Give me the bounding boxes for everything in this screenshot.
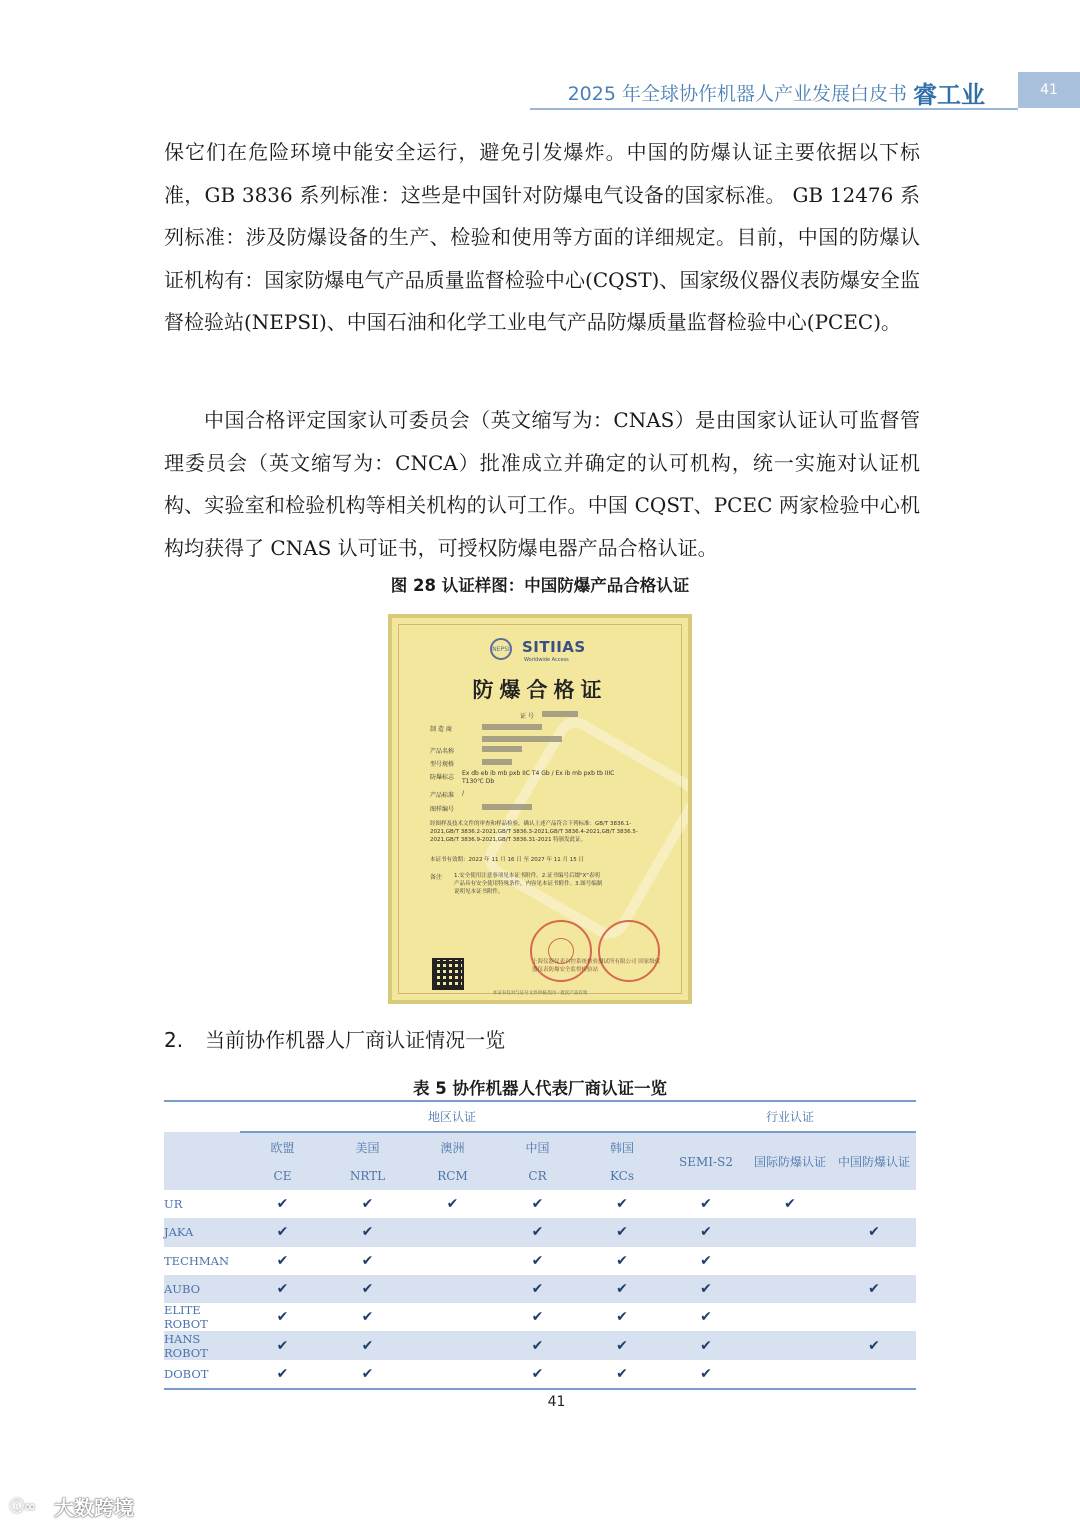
check-mark-icon: ✔ (276, 1252, 289, 1269)
cert-cell (580, 1360, 664, 1389)
cert-cell (832, 1303, 916, 1331)
header-page-box: 41 (1018, 72, 1080, 108)
cert-cell (748, 1360, 832, 1389)
table-group-header-row (164, 1101, 916, 1132)
certificate-image (388, 614, 692, 1004)
check-mark-icon: ✔ (361, 1309, 374, 1326)
cert-cell (325, 1190, 410, 1218)
vendor-name: TECHMAN (164, 1253, 230, 1268)
cert-cell (832, 1247, 916, 1275)
check-mark-icon: ✔ (868, 1224, 880, 1241)
check-mark-icon: ✔ (531, 1196, 544, 1213)
check-mark-icon: ✔ (531, 1365, 544, 1382)
certification-table (164, 1100, 916, 1390)
cert-cell (325, 1331, 410, 1359)
certificate-issuer: 上海仪器仪表自控系统检验测试所有限公司 国家级仪器仪表防爆安全监督检验站 (532, 959, 661, 973)
cert-cell (240, 1247, 325, 1275)
cert-cell (240, 1275, 325, 1303)
col-subheader-ce: CE (240, 1162, 325, 1190)
cert-cell (240, 1331, 325, 1359)
certificate-logo: SITIIAS (522, 638, 586, 656)
check-mark-icon: ✔ (276, 1337, 289, 1354)
cert-cell (748, 1247, 832, 1275)
cert-cell (410, 1331, 495, 1359)
paragraph-cnas: 中国合格评定国家认可委员会（英文缩写为：CNAS）是由国家认证认可监督管理委员会（英文缩写为：CNCA）批准成立并确定的认可机构，统一实施对认证机构、实验室和检验机构等相关机构的认可工作。中国 CQST、PCEC 两家检验中心机构均获得了 CNAS 认可证书，可授权防爆电器产品合格认证。 (164, 408, 920, 560)
table-row (164, 1360, 916, 1389)
col-header-au: 澳洲 (410, 1132, 495, 1162)
check-mark-icon: ✔ (700, 1337, 712, 1354)
paragraph-explosion-proof: 保它们在危险环境中能安全运行，避免引发爆炸。中国的防爆认证主要依据以下标准，GB 3836 系列标准：这些是中国针对防爆电气设备的国家标准。 GB 12476 系列标准：涉及防爆设备的生产、检验和使用等方面的详细规定。目前，中国的防爆认证机构有：国家防爆电气产品质量监督检验中心(CQST)、国家级仪器仪表防爆安全监督检验站(NEPSI)、中国石油和化学工业电气产品防爆质量监督检验中心(PCEC)。 (164, 140, 920, 334)
check-mark-icon: ✔ (446, 1196, 459, 1213)
cert-cell (580, 1247, 664, 1275)
figure-caption: 图 28 认证样图：中国防爆产品合格认证 (390, 576, 690, 595)
table-row (164, 1331, 916, 1359)
cert-cell (748, 1275, 832, 1303)
cert-cell (325, 1247, 410, 1275)
cert-row-label: 制 造 商 (430, 726, 452, 733)
check-mark-icon: ✔ (361, 1224, 374, 1241)
cert-cell (580, 1275, 664, 1303)
cert-cell (495, 1331, 580, 1359)
certificate-validity: 本证书有效期：2022 年 11 月 16 日 至 2027 年 11 月 15 日 (430, 857, 584, 863)
cert-cell (832, 1190, 916, 1218)
check-mark-icon: ✔ (361, 1196, 374, 1213)
cert-cell (748, 1303, 832, 1331)
cert-cell (410, 1190, 495, 1218)
cert-cell (832, 1275, 916, 1303)
check-mark-icon: ✔ (616, 1337, 628, 1354)
redacted-model (482, 759, 512, 765)
cert-cell (495, 1275, 580, 1303)
cert-cell (410, 1218, 495, 1246)
check-mark-icon: ✔ (700, 1196, 712, 1213)
redacted-address (482, 736, 562, 742)
check-mark-icon: ✔ (531, 1224, 544, 1241)
table-caption: 表 5 协作机器人代表厂商认证一览 (413, 1079, 667, 1098)
cert-cell (748, 1190, 832, 1218)
cert-cell (664, 1275, 748, 1303)
cert-cell (325, 1360, 410, 1389)
cert-cell (410, 1275, 495, 1303)
cert-cell (495, 1218, 580, 1246)
check-mark-icon: ✔ (361, 1365, 374, 1382)
check-mark-icon: ✔ (616, 1224, 628, 1241)
check-mark-icon: ✔ (700, 1365, 712, 1382)
cert-cell (240, 1360, 325, 1389)
certificate-number-label: 证 号 (520, 713, 534, 720)
table-row (164, 1275, 916, 1303)
check-mark-icon: ✔ (868, 1337, 880, 1354)
vendor-name: DOBOT (164, 1360, 240, 1389)
cert-cell (495, 1247, 580, 1275)
check-mark-icon: ✔ (276, 1196, 289, 1213)
table-row (164, 1303, 916, 1331)
table-row (164, 1247, 916, 1275)
check-mark-icon: ✔ (616, 1196, 628, 1213)
redacted-drawing (482, 804, 532, 810)
col-header-us: 美国 (325, 1132, 410, 1162)
certificate-remarks-label: 备注 (430, 874, 443, 881)
nepsi-logo-icon: NEPSI (490, 638, 512, 660)
redacted-manufacturer (482, 724, 542, 730)
cert-cell (664, 1331, 748, 1359)
col-header-semi: SEMI-S2 (664, 1132, 748, 1190)
cert-cell (325, 1303, 410, 1331)
cert-cell (325, 1275, 410, 1303)
cert-cell (495, 1303, 580, 1331)
check-mark-icon: ✔ (276, 1281, 289, 1298)
cert-row-value: Ex db eb ib mb pxb IIC T4 Gb / Ex ib mb pxb tb IIIC T130℃ Db (462, 770, 615, 785)
check-mark-icon: ✔ (784, 1196, 796, 1213)
check-mark-icon: ✔ (616, 1252, 628, 1269)
check-mark-icon: ✔ (276, 1224, 289, 1241)
check-mark-icon: ✔ (700, 1252, 712, 1269)
check-mark-icon: ✔ (531, 1309, 544, 1326)
certificate-footer: 本证书仅对与证号文件审核及同一批次产品有效 (492, 991, 588, 996)
check-mark-icon: ✔ (700, 1281, 712, 1298)
certificate-remarks: 1.安全使用注意事项见本证书附件。2.证书编号后缀"X"表明产品具有安全使用特殊条件，内容见本证书附件。3.图号编制说明见本证书附件。 (454, 873, 603, 895)
cert-row-label: 产品标准 (430, 792, 455, 799)
cert-row-label: 产品名称 (430, 748, 455, 755)
running-header (480, 74, 985, 110)
vendor-name: JAKA (164, 1218, 240, 1246)
check-mark-icon: ✔ (868, 1281, 880, 1298)
cert-cell (664, 1303, 748, 1331)
table-row (164, 1218, 916, 1246)
col-header-cn: 中国 (495, 1132, 580, 1162)
header-title: 2025 年全球协作机器人产业发展白皮书 (567, 82, 907, 105)
check-mark-icon: ✔ (276, 1365, 289, 1382)
cert-cell (240, 1190, 325, 1218)
cert-cell (495, 1360, 580, 1389)
vendor-name: AUBO (164, 1275, 240, 1303)
section-title: 当前协作机器人厂商认证情况一览 (205, 1028, 506, 1052)
cert-cell (410, 1360, 495, 1389)
cert-cell (580, 1218, 664, 1246)
check-mark-icon: ✔ (700, 1309, 712, 1326)
cert-cell (748, 1331, 832, 1359)
table-body (164, 1190, 916, 1389)
col-header-cn-ex: 中国防爆认证 (832, 1132, 916, 1190)
cert-row-label: 图样编号 (430, 806, 455, 813)
cert-cell (664, 1190, 748, 1218)
page-number: 41 (547, 1394, 566, 1410)
col-header-kr: 韩国 (580, 1132, 664, 1162)
check-mark-icon: ✔ (531, 1337, 544, 1354)
check-mark-icon: ✔ (531, 1252, 544, 1269)
col-subheader-nrtl: NRTL (325, 1162, 410, 1190)
cert-cell (580, 1303, 664, 1331)
watermark (10, 1492, 134, 1521)
table-header-row (164, 1132, 916, 1162)
check-mark-icon: ✔ (616, 1309, 628, 1326)
check-mark-icon: ✔ (361, 1337, 374, 1354)
cert-row-value: / (462, 790, 465, 797)
group-header-industry: 行业认证 (664, 1101, 916, 1132)
col-header-eu: 欧盟 (240, 1132, 325, 1162)
cert-cell (664, 1247, 748, 1275)
cert-cell (325, 1218, 410, 1246)
redacted-number (542, 711, 578, 717)
cert-cell (748, 1218, 832, 1246)
check-mark-icon: ✔ (616, 1365, 628, 1382)
col-subheader-rcm: RCM (410, 1162, 495, 1190)
check-mark-icon: ✔ (276, 1309, 289, 1326)
col-subheader-cr: CR (495, 1162, 580, 1190)
watermark-logo-icon: ⓘ∞ (10, 1498, 36, 1515)
header-rule (530, 108, 1018, 110)
cert-cell (832, 1360, 916, 1389)
table-row (164, 1190, 916, 1218)
section-number: 2. (164, 1028, 184, 1052)
cert-cell (580, 1331, 664, 1359)
check-mark-icon: ✔ (361, 1252, 374, 1269)
vendor-name: HANS ROBOT (164, 1331, 240, 1359)
certificate-logo-sub: Worldwide Access (524, 657, 569, 663)
certificate-body: 经图样及技术文件的审查和样品检验，确认上述产品符合下列标准：GB/T 3836.1-2021,GB/T 3836.2-2021,GB/T 3836.3-2021,GB/T 3836.4-2021,GB/T 3836.5-2021,GB/T 3836.9-2021,GB/T 3836.31-2021 特颁发此证。 (430, 821, 638, 843)
cert-cell (410, 1303, 495, 1331)
qr-code-icon (432, 958, 464, 990)
watermark-text: 大数跨境 (54, 1496, 134, 1520)
cert-cell (664, 1360, 748, 1389)
cert-row-label: 型号规格 (430, 761, 455, 768)
col-subheader-kcs: KCs (580, 1162, 664, 1190)
certificate-title: 防爆合格证 (472, 678, 608, 702)
redacted-product (482, 746, 522, 752)
cert-cell (240, 1303, 325, 1331)
header-brand: 睿工业 (913, 80, 985, 109)
check-mark-icon: ✔ (531, 1281, 544, 1298)
cert-cell (240, 1218, 325, 1246)
cert-cell (832, 1218, 916, 1246)
cert-cell (580, 1190, 664, 1218)
cert-cell (410, 1247, 495, 1275)
cert-cell (664, 1218, 748, 1246)
check-mark-icon: ✔ (616, 1281, 628, 1298)
col-header-intl-ex: 国际防爆认证 (748, 1132, 832, 1190)
vendor-name: UR (164, 1197, 183, 1212)
section-heading (164, 1022, 505, 1058)
group-header-region: 地区认证 (240, 1101, 664, 1132)
check-mark-icon: ✔ (700, 1224, 712, 1241)
cert-cell (495, 1190, 580, 1218)
check-mark-icon: ✔ (361, 1281, 374, 1298)
vendor-name: ELITE ROBOT (164, 1303, 208, 1332)
cert-row-label: 防爆标志 (430, 774, 455, 781)
cert-cell (832, 1331, 916, 1359)
